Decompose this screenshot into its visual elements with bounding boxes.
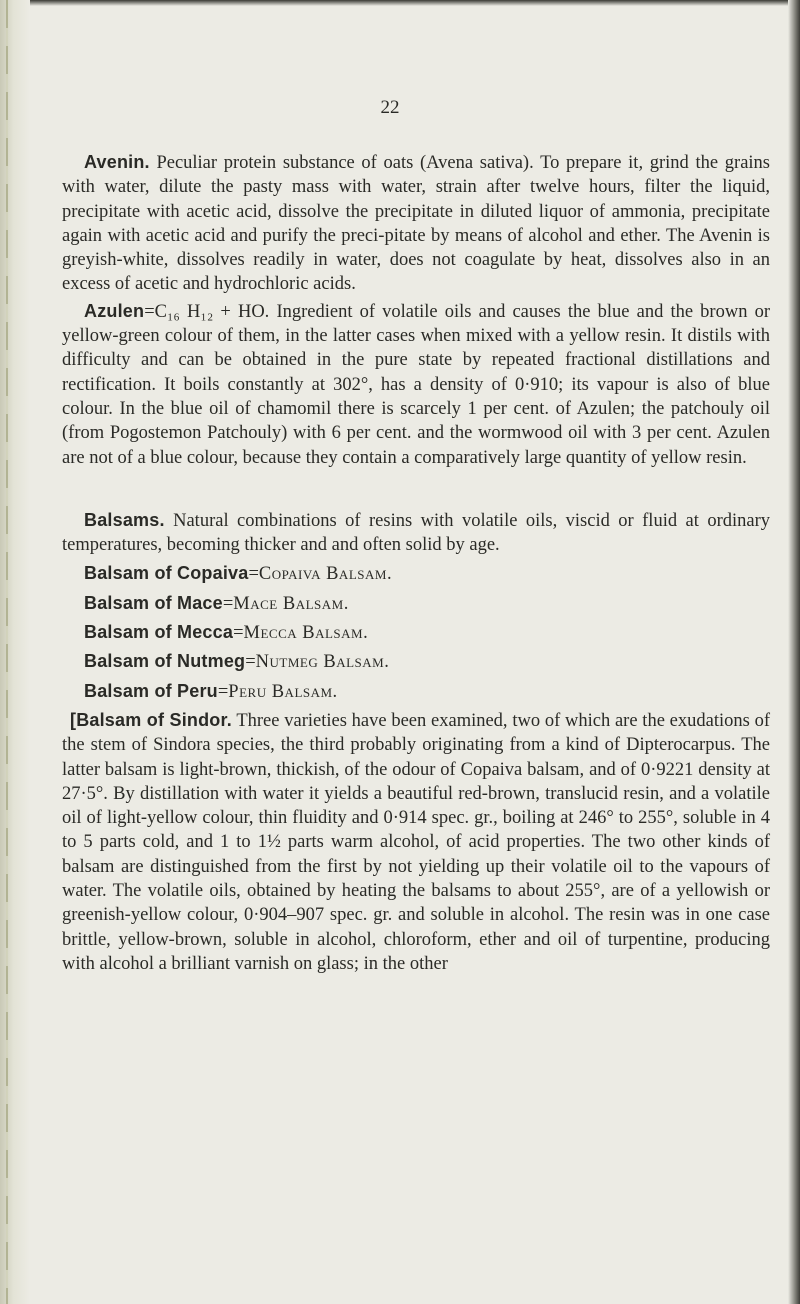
synonym-term: Balsam of Mecca	[84, 622, 234, 643]
synonym-entry	[62, 591, 770, 616]
synonym-equals: =	[248, 564, 259, 585]
synonym-equals: =	[233, 623, 244, 644]
synonym-entry	[62, 561, 770, 586]
synonym-target: Copaiva Balsam.	[258, 564, 393, 585]
synonym-target: Nutmeg Balsam.	[255, 652, 390, 673]
entry-term: Avenin.	[84, 152, 150, 172]
entry-avenin	[62, 150, 770, 297]
entry-balsams	[62, 508, 770, 558]
synonym-term: Balsam of Mace	[84, 592, 223, 613]
entry-text: Peculiar protein substance of oats (Avena sativa). To prepare it, grind the grains with water, dilute the pasty mass with water, strain after twelve hours, filter the liquid, precipitate with acetic acid, dissolve the precipitate in diluted liquor of ammonia, precipitate again with acetic acid and purify the preci-pitate by means of alcohol and ether. The Avenin is greyish-white, dissolves readily in water, does not coagulate by heat, dissolves also in an excess of acetic and hydrochloric acids.	[62, 153, 770, 295]
entry-azulen	[62, 299, 770, 470]
book-binding	[0, 0, 30, 1304]
entry-text: Ingredient of volatile oils and causes the blue and the brown or yellow-green colour of them, in the latter cases when mixed with a yellow resin. It distils with difficulty and can be obtained in the pure state by repeated fractional distillations and rectification. It boils constantly at 302°, has a density of 0·910; its vapour is also of blue colour. In the blue oil of chamomil there is scarcely 1 per cent. of Azulen; the patchouly oil (from Pogostemon Patchouly) with 6 per cent. and the wormwood oil with 3 per cent. Azulen are not of a blue colour, because they contain a comparatively large quantity of yellow resin.	[62, 301, 770, 468]
entry-term: [Balsam of Sindor.	[70, 709, 232, 730]
synonym-entry	[62, 679, 770, 704]
synonym-target: Mecca Balsam.	[243, 623, 369, 644]
synonym-equals: =	[222, 593, 234, 614]
page-body	[62, 150, 770, 976]
entry-sindor	[62, 708, 770, 976]
synonym-target: Peru Balsam.	[228, 681, 338, 702]
synonym-target: Mace Balsam.	[233, 593, 349, 614]
synonym-term: Balsam of Copaiva	[84, 563, 249, 584]
page-number: 22	[380, 97, 400, 118]
entry-term: Balsams.	[84, 509, 165, 530]
synonym-term: Balsam of Nutmeg	[84, 651, 246, 672]
synonym-entry	[62, 649, 770, 674]
entry-formula: =C₁₆ H₁₂ + HO.	[144, 301, 270, 322]
entry-text: Natural combinations of resins with volatile oils, viscid or fluid at ordinary temperatures, becoming thicker and and often solid by age.	[62, 510, 770, 556]
synonym-term: Balsam of Peru	[84, 680, 218, 701]
synonym-entry	[62, 620, 770, 645]
synonym-equals: =	[245, 652, 256, 673]
page-right-edge	[788, 0, 800, 1304]
synonym-equals: =	[217, 681, 229, 702]
entry-term: Azulen	[84, 300, 145, 321]
entry-text: Three varieties have been examined, two of which are the exudations of the stem of Sindora species, the third probably originating from a kind of Dipterocarpus. The latter balsam is light-brown, thickish, of the odour of Copaiva balsam, and of 0·9221 density at 27·5°. By distillation with water it yields a beautiful red-brown, translucid resin, and a volatile oil of light-yellow colour, thin fluidity and 0·914 spec. gr., boiling at 246° to 255°, soluble in 4 to 5 parts cold, and 1 to 1½ parts warm alcohol, of acid properties. The two other kinds of balsam are distinguished from the first by not yielding up their volatile oil to the vapours of water. The volatile oils, obtained by heating the balsams to about 255°, are of a yellowish or greenish-yellow colour, 0·904–907 spec. gr. and soluble in alcohol. The resin was in one case brittle, yellow-brown, soluble in alcohol, chloroform, ether and oil of turpentine, producing with alcohol a brilliant varnish on glass; in the other	[62, 710, 770, 974]
page-top-edge	[0, 0, 800, 6]
